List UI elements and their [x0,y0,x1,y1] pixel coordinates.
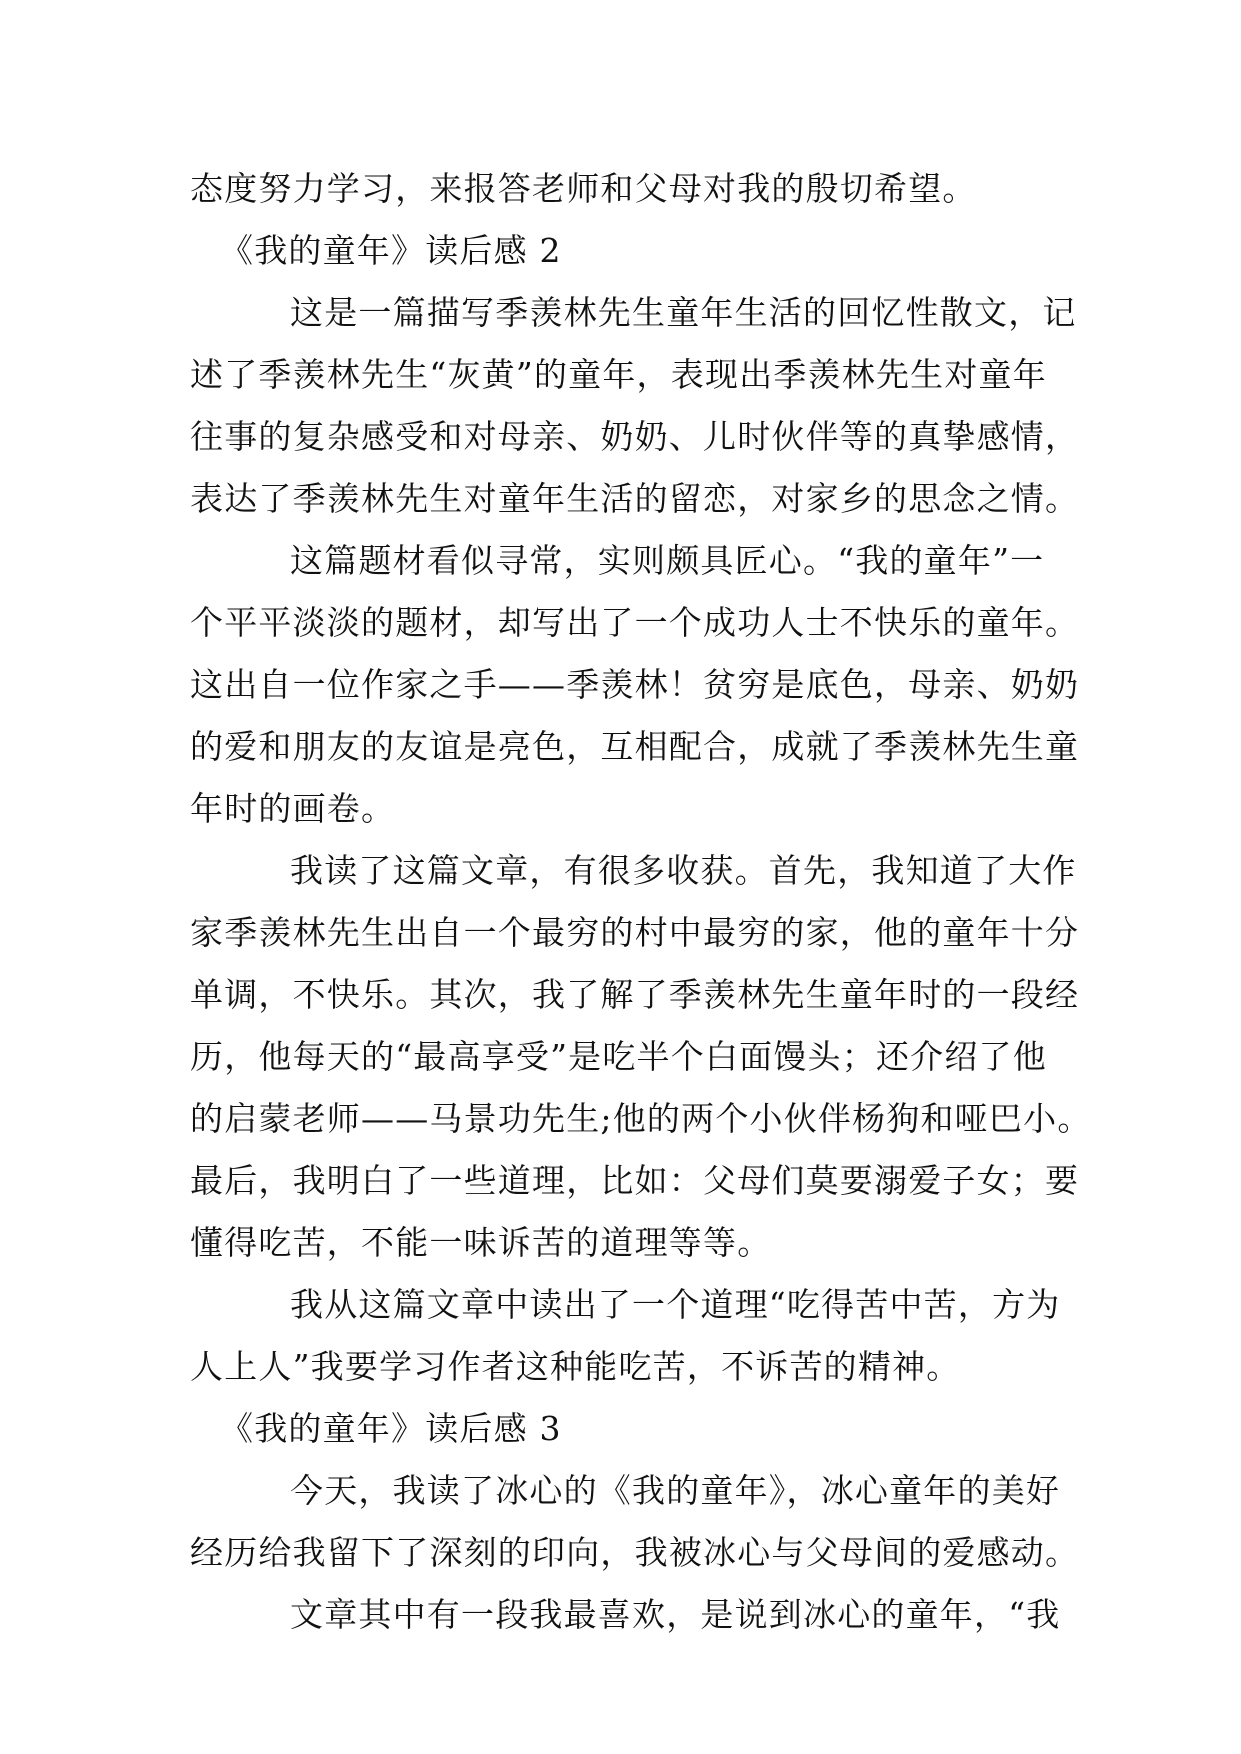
paragraph-first-line: 我读了这篇文章，有很多收获。首先，我知道了大作 [290,851,1077,890]
paragraph-first-line: 文章其中有一段我最喜欢，是说到冰心的童年，“我 [290,1595,1061,1634]
paragraph-first-line: 这篇题材看似寻常，实则颇具匠心。“我的童年”一 [290,541,1045,580]
text-line: 的启蒙老师——马景功先生;他的两个小伙伴杨狗和哑巴小。 [190,1099,1092,1138]
text-line: 人上人”我要学习作者这种能吃苦，不诉苦的精神。 [190,1347,961,1386]
text-line: 家季羡林先生出自一个最穷的村中最穷的家，他的童年十分 [190,913,1080,952]
paragraph-first-line: 我从这篇文章中读出了一个道理“吃得苦中苦，方为 [290,1285,1061,1324]
section-heading: 《我的童年》读后感 2 [220,231,562,270]
paragraph-first-line: 这是一篇描写季羡林先生童年生活的回忆性散文，记 [290,293,1077,332]
text-line: 年时的画卷。 [190,789,396,828]
text-line: 最后，我明白了一些道理，比如：父母们莫要溺爱子女；要 [190,1161,1080,1200]
text-line: 历，他每天的“最高享受”是吃半个白面馒头；还介绍了他 [190,1037,1047,1076]
text-line: 懂得吃苦，不能一味诉苦的道理等等。 [190,1223,772,1262]
paragraph-first-line: 今天，我读了冰心的《我的童年》，冰心童年的美好 [290,1471,1061,1510]
text-line: 单调，不快乐。其次，我了解了季羡林先生童年时的一段经 [190,975,1080,1014]
document-text-block [190,158,1092,1646]
text-line: 往事的复杂感受和对母亲、奶奶、儿时伙伴等的真挚感情， [190,417,1080,456]
text-line: 这出自一位作家之手——季羡林！贫穷是底色，母亲、奶奶 [190,665,1080,704]
text-line: 经历给我留下了深刻的印向，我被冰心与父母间的爱感动。 [190,1533,1080,1572]
section-heading: 《我的童年》读后感 3 [220,1409,562,1448]
text-line: 个平平淡淡的题材，却写出了一个成功人士不快乐的童年。 [190,603,1080,642]
text-line: 的爱和朋友的友谊是亮色，互相配合，成就了季羡林先生童 [190,727,1080,766]
text-line: 述了季羡林先生“灰黄”的童年，表现出季羡林先生对童年 [190,355,1047,394]
text-line: 表达了季羡林先生对童年生活的留恋，对家乡的思念之情。 [190,479,1080,518]
text-line: 态度努力学习，来报答老师和父母对我的殷切希望。 [190,169,977,208]
